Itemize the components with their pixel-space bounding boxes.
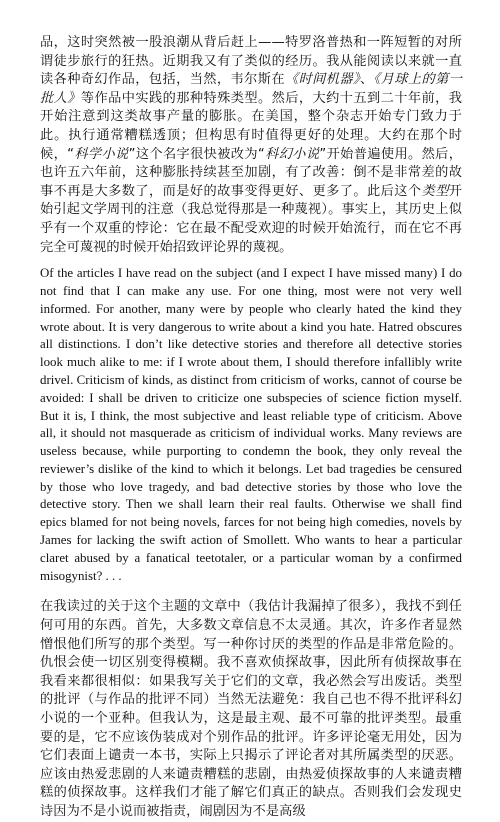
english-paragraph: Of the articles I have read on the subject (and I expect I have missed many) I do not find that I can make any use. For one thing, most were not very well informed. For another, many were by people who clearly hated the kind they wrote about. It is very dangerous to write about a kind you hate. Hatred obscures all distinctions. I don’t like detective stories and therefore all detective stories look much alike to me: if I wrote about them, I should therefore infallibly write drivel. Criticism of kinds, as distinct from criticism of works, cannot of course be avoided: I shall be driven to criticize one subspecies of science fiction myself. But it is, I think, the most subjective and least reliable type of criticism. Above all, it should not masquerade as criticism of individual works. Many reviews are useless because, while purporting to condemn the book, they only reveal the reviewer’s dislike of the kind to which it belongs. Let bad tragedies be censured by those who love tragedy, and bad detective stories by those who love the detective story. Then we shall learn their real faults. Otherwise we shall find epics blamed for not being novels, farces for not being high comedies, novels by James for lacking the swift action of Smollett. Who wants to hear a particular claret abused by a fanatical teetotaler, or a particular woman by a confirmed misogynist? . . . [40, 266, 462, 583]
paragraph-1-text-e: ”开始普遍使用。然后，也许五六年前，这种膨胀持续甚至加剧，有了改善：倒不是非常差的故事不再是大多数了，而是好的故事变得更好、更多了。此后这个 [40, 146, 462, 199]
paragraph-1-text-a: 品，这时突然被一股浪潮从背后赶上——特罗洛普热和一阵短暂的对所谓徒步旅行的狂热。近期我又有了类似的经历。我从能阅读以来就一直读各种奇幻作品，包括，当然，韦尔斯在 [40, 35, 462, 88]
term-scientifiction: 科学小说 [74, 146, 129, 162]
paragraph-1-text-f: 开始引起文学周刊的注意（我总觉得那是一种蔑视）。事实上，其历史上似乎有一个双重的悖论：它在最不配受欢迎的时候开始流行，而在它不再完全可蔑视的时候开始招致评论界的蔑视。 [40, 183, 462, 255]
term-genre: 类型 [421, 183, 449, 199]
chinese-paragraph-2: 在我读过的关于这个主题的文章中（我估计我漏掉了很多），我找不到任何可用的东西。首先，大多数文章信息不太灵通。其次，许多作者显然憎恨他们所写的那个类型。写一种你讨厌的类型的作品是非常危险的。仇恨会使一切区别变得模糊。我不喜欢侦探故事，因此所有侦探故事在我看来都很相似：如果我写关于它们的文章，我必然会写出废话。类型的批评（与作品的批评不同）当然无法避免：我自己也不得不批评科幻小说的一个亚种。但我认为，这是最主观、最不可靠的批评类型。最重要的是，它不应该伪装成对个别作品的批评。许多评论毫无用处，因为它们表面上谴责一本书，实际上只揭示了评论者对其所属类型的厌恶。应该由热爱悲剧的人来谴责糟糕的悲剧，由热爱侦探故事的人来谴责糟糕的侦探故事。这样我们才能了解它们真正的缺点。否则我们会发现史诗因为不是小说而被指责，闹剧因为不是高级 [40, 599, 462, 819]
book-title-time-machine: 《时间机器》 [284, 72, 361, 88]
paragraph-1-text-c: 等作品中实践的那种特殊类型。然后，大约十五到二十年前，我开始注意到这类故事产量的膨胀。在美国，整个杂志开始专门致力于此。执行通常糟糕透顶；但构思有时值得更好的处理。大约在那个时候，“ [40, 90, 462, 162]
chinese-paragraph-1 [40, 34, 462, 257]
paragraph-1-text-d: ”这个名字很快被改为“ [128, 146, 265, 162]
paragraph-1-text-b: 、 [360, 72, 374, 88]
book-title-first-men-in-moon: 《月球上的第一批人》 [40, 72, 462, 106]
term-science-fiction: 科幻小说 [264, 146, 320, 162]
